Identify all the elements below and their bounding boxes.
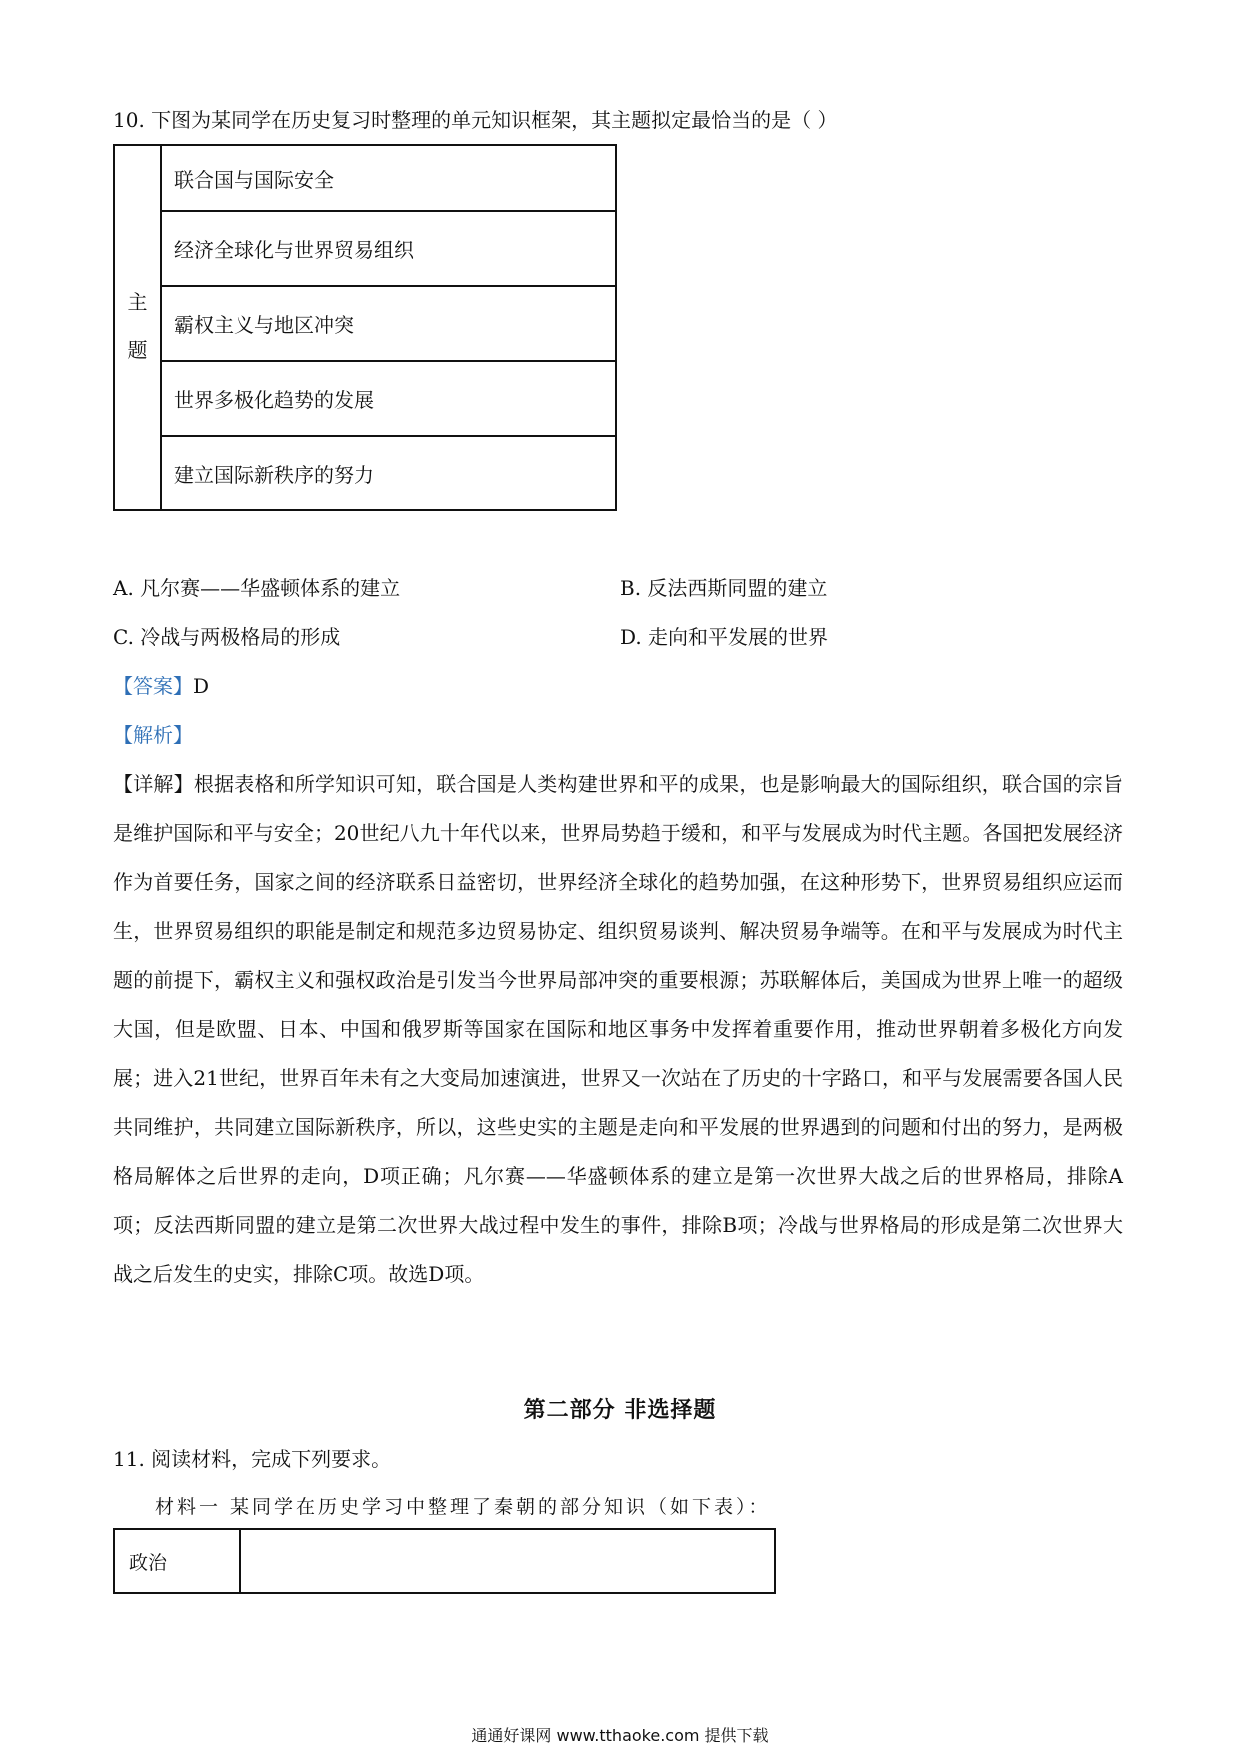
option-c: C. 冷战与两极格局的形成	[113, 625, 341, 649]
detail-tag: 【详解】	[113, 772, 194, 796]
option-a: A. 凡尔赛——华盛顿体系的建立	[113, 576, 401, 600]
framework-row: 联合国与国际安全	[162, 146, 615, 212]
framework-row: 经济全球化与世界贸易组织	[162, 212, 615, 287]
answer-value: D	[193, 674, 210, 698]
knowledge-framework-table	[113, 144, 617, 511]
option-b: B. 反法西斯同盟的建立	[620, 576, 828, 600]
framework-row: 建立国际新秩序的努力	[174, 462, 374, 487]
answer-tag: 【答案】	[113, 674, 193, 698]
part-two-title: 第二部分 非选择题	[523, 1398, 717, 1423]
detail-text: 根据表格和所学知识可知，联合国是人类构建世界和平的成果，也是影响最大的国际组织，联合国的宗旨是维护国际和平与安全；20世纪八九十年代以来，世界局势趋于缓和，和平与发展成为时代主题。各国把发展经济作为首要任务，国家之间的经济联系日益密切，世界经济全球化的趋势加强，在这种形势下，世界贸易组织应运而生，世界贸易组织的职能是制定和规范多边贸易协定、组织贸易谈判、解决贸易争端等。在和平与发展成为时代主题的前提下，霸权主义和强权政治是引发当今世界局部冲突的重要根源；苏联解体后，美国成为世界上唯一的超级大国，但是欧盟、日本、中国和俄罗斯等国家在国际和地区事务中发挥着重要作用，推动世界朝着多极化方向发展；进入21世纪，世界百年未有之大变局加速演进，世界又一次站在了历史的十字路口，和平与发展需要各国人民共同维护，共同建立国际新秩序，所以，这些史实的主题是走向和平发展的世界遇到的问题和付出的努力，是两极格局解体之后世界的走向，D项正确；凡尔赛——华盛顿体系的建立是第一次世界大战之后的世界格局，排除A项；反法西斯同盟的建立是第二次世界大战过程中发生的事件，排除B项；冷战与世界格局的形成是第二次世界大战之后发生的史实，排除C项。故选D项。	[113, 772, 1124, 1286]
question-10-stem: 10. 下图为某同学在历史复习时整理的单元知识框架，其主题拟定最恰当的是（ ）	[113, 108, 838, 132]
analysis-tag: 【解析】	[113, 723, 193, 747]
material-one: 材料一 某同学在历史学习中整理了秦朝的部分知识（如下表）：	[155, 1496, 771, 1518]
footer-watermark: 通通好课网 www.tthaoke.com 提供下载	[471, 1726, 769, 1745]
qin-table-value	[241, 1530, 774, 1592]
framework-row: 霸权主义与地区冲突	[162, 287, 615, 362]
qin-table-label: 政治	[115, 1530, 241, 1592]
answer-line	[113, 670, 209, 699]
option-d: D. 走向和平发展的世界	[620, 625, 829, 649]
question-11-stem: 11. 阅读材料，完成下列要求。	[113, 1447, 392, 1471]
framework-row: 世界多极化趋势的发展	[162, 362, 615, 437]
qin-dynasty-table	[113, 1528, 776, 1594]
side-label-char-bottom: 题	[127, 338, 148, 362]
side-label-char-top: 主	[127, 290, 148, 314]
detail-explanation	[113, 760, 1123, 1299]
framework-side-label	[115, 146, 162, 509]
framework-rows	[162, 146, 615, 509]
